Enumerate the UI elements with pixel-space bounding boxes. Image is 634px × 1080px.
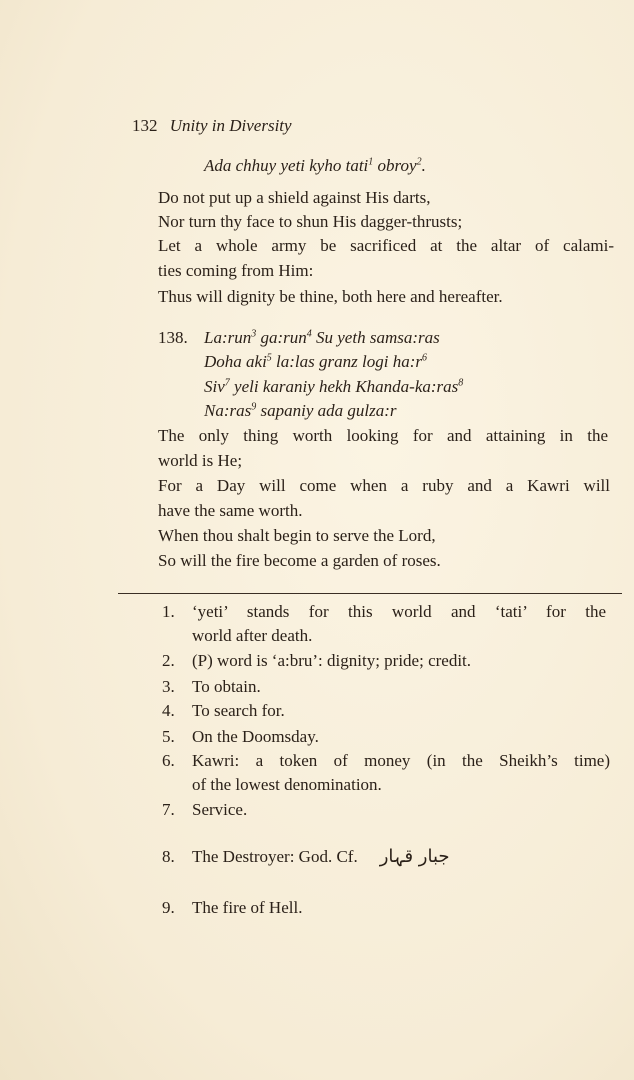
text: world after death. <box>192 626 313 645</box>
text: . <box>421 156 426 175</box>
text: Kawri: a token of money (in the Sheikh’s time) <box>192 751 610 770</box>
translation-line: ties coming from Him: <box>158 261 314 280</box>
translation-line: When thou shalt begin to serve the Lord, <box>158 526 436 545</box>
text: 3 <box>251 328 257 340</box>
page-number: 132 <box>132 116 158 135</box>
text: obroy <box>373 156 417 175</box>
text: 1. <box>162 602 175 621</box>
text: 7 <box>224 377 230 389</box>
translation-line: Thus will dignity be thine, both here and hereafter. <box>158 287 503 306</box>
text: The fire of Hell. <box>192 898 303 917</box>
text: The Destroyer: God. Cf. <box>192 847 358 866</box>
text: 5. <box>162 727 175 746</box>
text: Su yeth samsa:ras <box>311 328 440 347</box>
text: Doha aki <box>204 352 267 371</box>
text: ga:run <box>256 328 307 347</box>
text: 4 <box>306 328 312 340</box>
text: 2. <box>162 651 175 670</box>
text: To obtain. <box>192 677 261 696</box>
text: Siv <box>204 377 225 396</box>
verse-line <box>204 401 396 421</box>
text: To search for. <box>192 701 285 720</box>
text: 7. <box>162 800 175 819</box>
text: Service. <box>192 800 248 819</box>
verse-line <box>204 328 440 348</box>
verse-number: 138. <box>158 328 188 347</box>
translation-line: The only thing worth looking for and attaining in the <box>158 426 608 445</box>
verse-line <box>204 352 427 372</box>
translation-line: world is He; <box>158 451 243 470</box>
text: 9. <box>162 898 175 917</box>
text: 4. <box>162 701 175 720</box>
translation-line: Nor turn thy face to shun His dagger-thrusts; <box>158 212 463 231</box>
text: 6 <box>421 352 427 364</box>
text: 3. <box>162 677 175 696</box>
translation-line: For a Day will come when a ruby and a Kawri will <box>158 476 610 495</box>
text: sapaniy ada gulza:r <box>256 401 397 420</box>
text: 5 <box>266 352 272 364</box>
translation-line: Let a whole army be sacrificed at the altar of calami- <box>158 236 614 255</box>
text: 9 <box>251 401 257 413</box>
running-title: Unity in Diversity <box>169 116 292 135</box>
text: 1 <box>368 156 374 168</box>
translation-line: Do not put up a shield against His darts, <box>158 188 431 207</box>
translation-line: So will the fire become a garden of roses. <box>158 551 441 570</box>
verse-line <box>204 377 463 397</box>
running-header <box>132 116 292 136</box>
text: of the lowest denomination. <box>192 775 382 794</box>
text: La:run <box>204 328 252 347</box>
arabic-text: جبار قہار <box>379 846 450 867</box>
text: 8 <box>458 377 464 389</box>
text: 8. <box>162 847 175 866</box>
text: Na:ras <box>204 401 252 420</box>
footnote-divider <box>118 593 622 594</box>
text: Ada chhuy yeti kyho tati <box>204 156 369 175</box>
text: 6. <box>162 751 175 770</box>
text: (P) word is ‘a:bru’: dignity; pride; credit. <box>192 651 472 670</box>
verse-137-last-line <box>204 156 426 176</box>
text: On the Doomsday. <box>192 727 319 746</box>
text: yeli karaniy hekh Khanda-ka:ras <box>229 377 459 396</box>
text: ‘yeti’ stands for this world and ‘tati’ for the <box>192 602 606 621</box>
text: 2 <box>416 156 422 168</box>
text: la:las granz logi ha:r <box>271 352 422 371</box>
translation-line: have the same worth. <box>158 501 303 520</box>
